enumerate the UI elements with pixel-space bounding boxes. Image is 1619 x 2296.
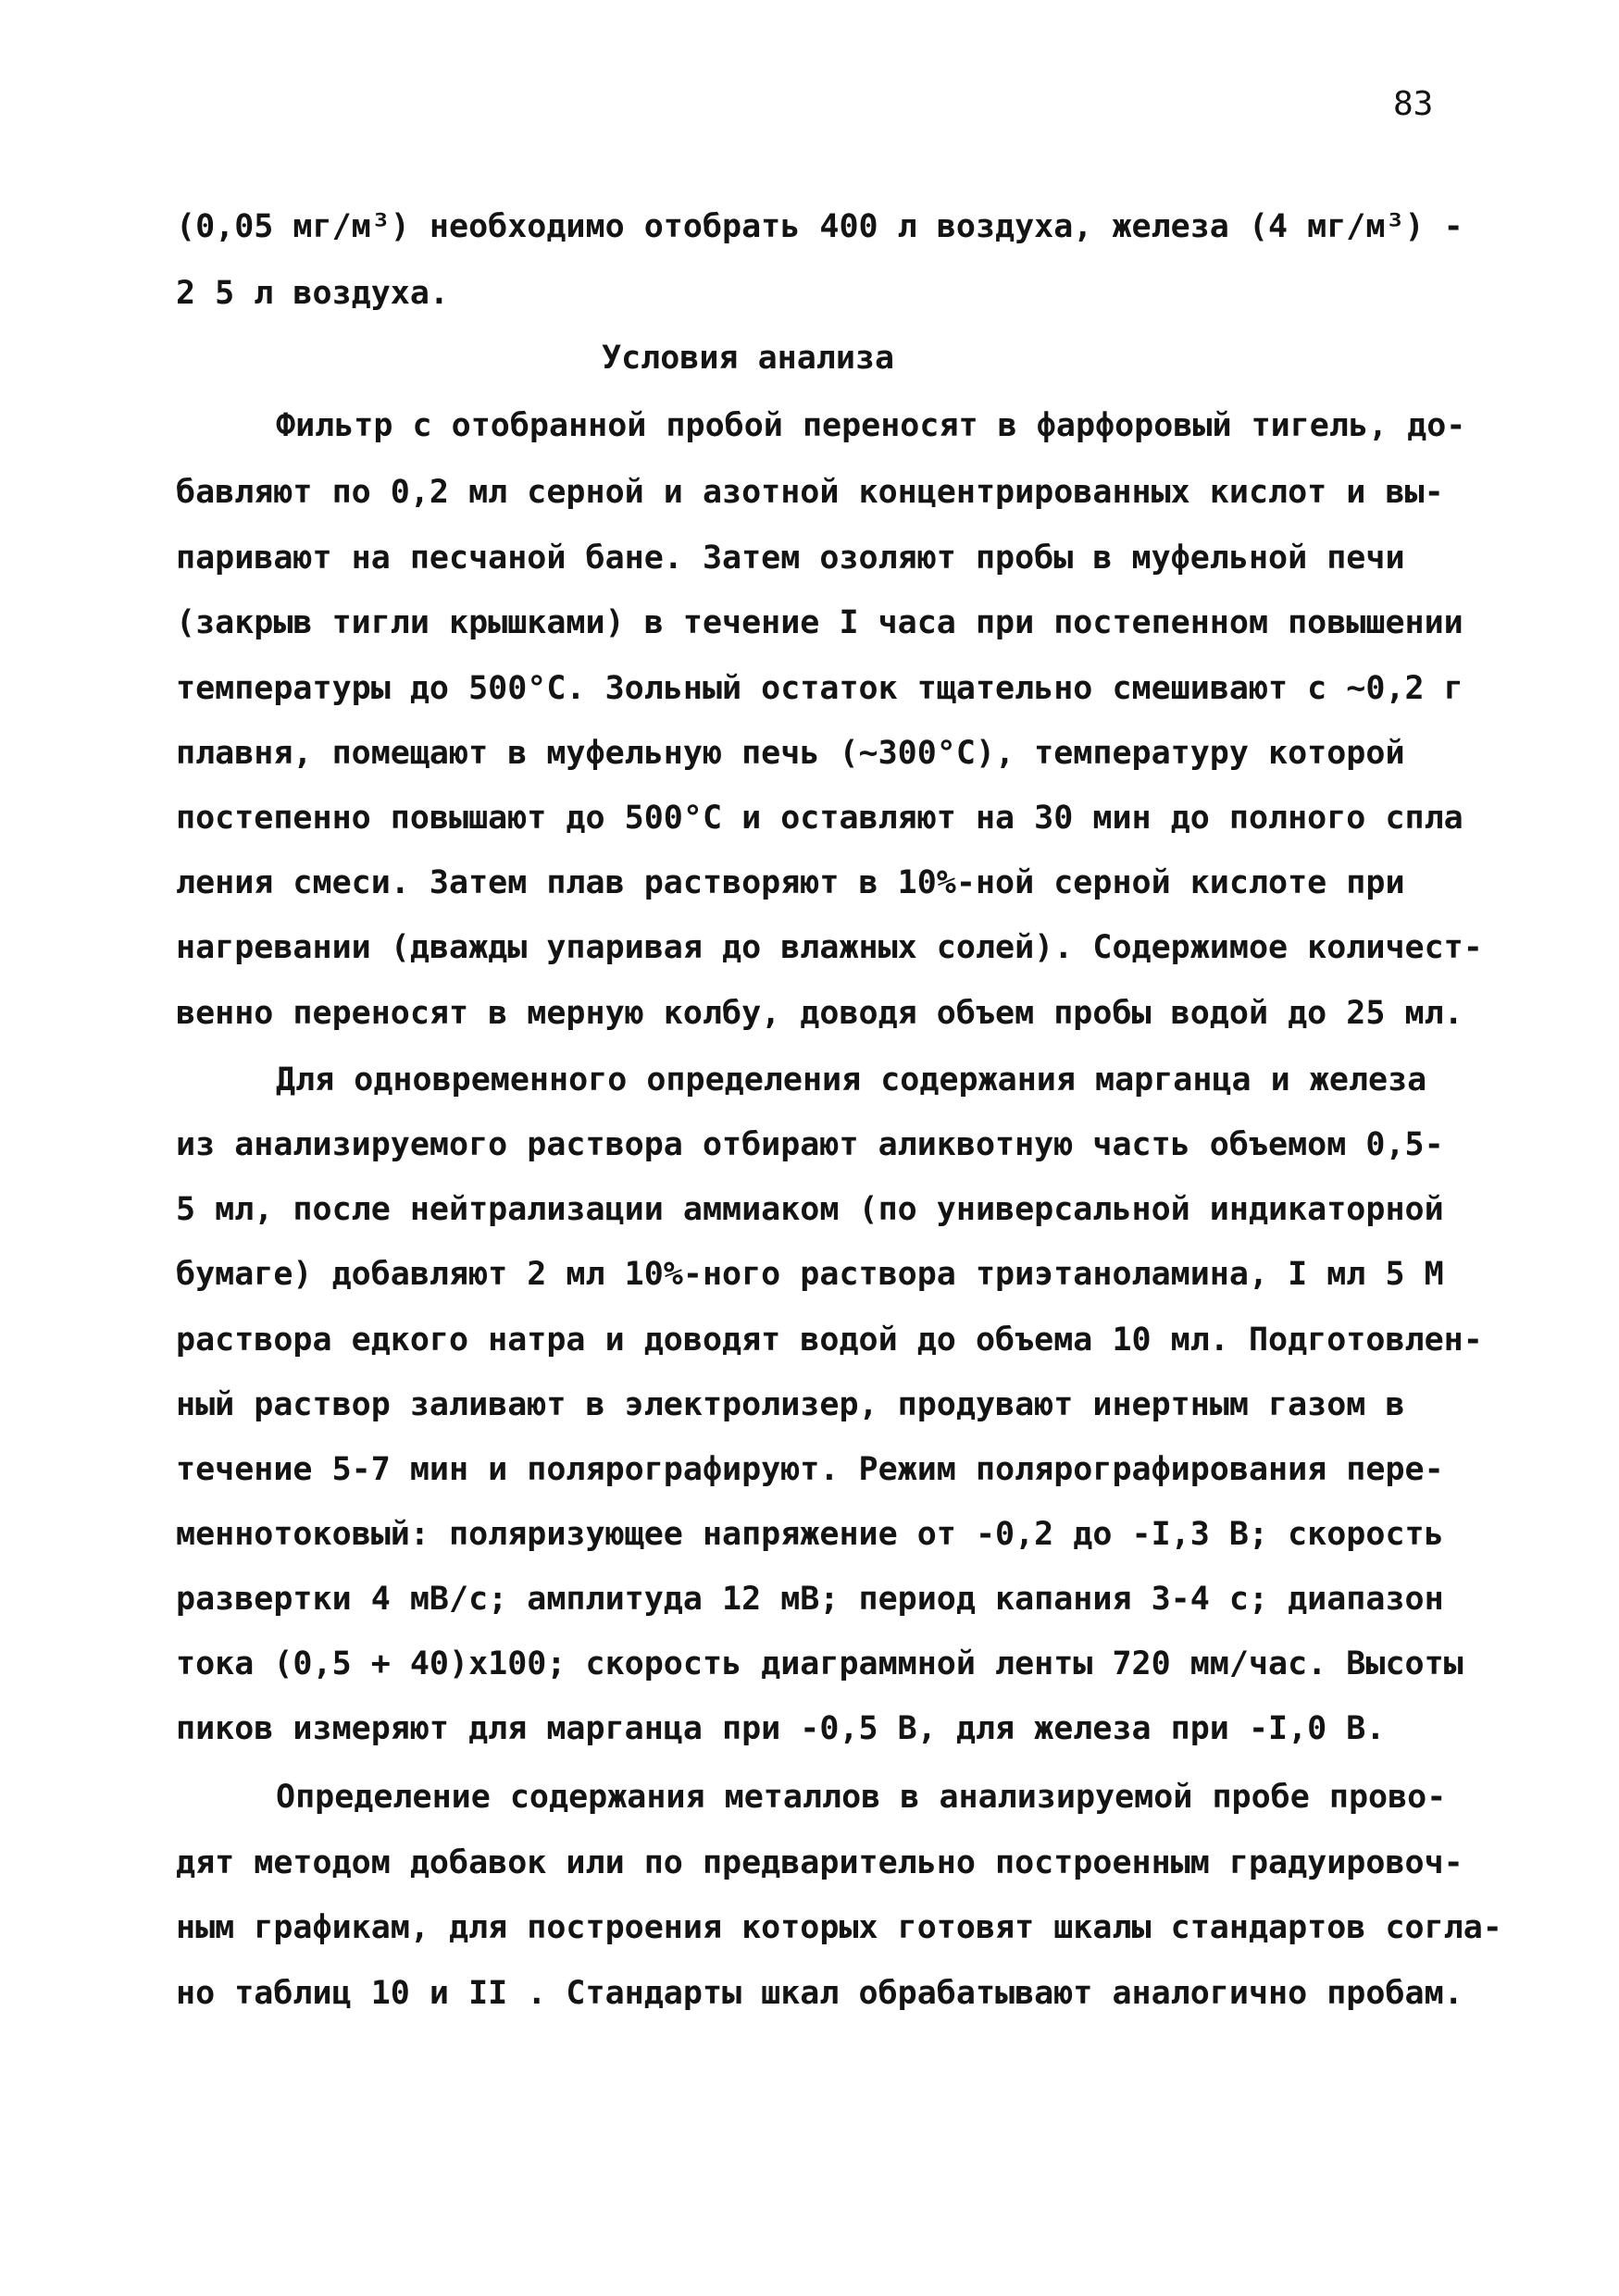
paragraph-3-line-2: дят методом добавок или по предварительно построенным градуировоч- bbox=[176, 1844, 1463, 1881]
paragraph-2-line-5: раствора едкого натра и доводят водой до объема 10 мл. Подготовлен- bbox=[176, 1322, 1483, 1359]
paragraph-3-line-1: Определение содержания металлов в анализируемой пробе прово- bbox=[276, 1779, 1447, 1816]
page-number: 83 bbox=[1393, 85, 1434, 123]
paragraph-1-line-8: ления смеси. Затем плав растворяют в 10%-ной серной кислоте при bbox=[176, 864, 1405, 901]
intro-line-1: (0,05 мг/м³) необходимо отобрать 400 л воздуха, железа (4 мг/м³) - bbox=[176, 208, 1463, 245]
paragraph-1-line-7: постепенно повышают до 500°С и оставляют на 30 мин до полного спла bbox=[176, 800, 1463, 837]
paragraph-1-line-6: плавня, помещают в муфельную печь (~300°С), температуру которой bbox=[176, 735, 1405, 772]
paragraph-2-line-7: течение 5-7 мин и полярографируют. Режим полярографирования пере- bbox=[176, 1451, 1444, 1488]
paragraph-2-line-8: меннотоковый: поляризующее напряжение от -0,2 до -I,3 В; скорость bbox=[176, 1516, 1444, 1553]
paragraph-2-line-3: 5 мл, после нейтрализации аммиаком (по универсальной индикаторной bbox=[176, 1191, 1444, 1228]
intro-line-2: 2 5 л воздуха. bbox=[176, 275, 450, 312]
paragraph-2-line-6: ный раствор заливают в электролизер, продувают инертным газом в bbox=[176, 1386, 1405, 1423]
paragraph-2-line-1: Для одновременного определения содержания марганца и железа bbox=[276, 1061, 1427, 1098]
paragraph-2-line-10: тока (0,5 + 40)х100; скорость диаграммной ленты 720 мм/час. Высоты bbox=[176, 1645, 1463, 1682]
paragraph-3-line-3: ным графикам, для построения которых готовят шкалы стандартов согла- bbox=[176, 1909, 1502, 1946]
paragraph-1-line-9: нагревании (дважды упаривая до влажных солей). Содержимое количест- bbox=[176, 929, 1483, 966]
paragraph-2-line-9: развертки 4 мВ/с; амплитуда 12 мВ; период капания 3-4 с; диапазон bbox=[176, 1581, 1444, 1618]
paragraph-1-line-3: паривают на песчаной бане. Затем озоляют пробы в муфельной печи bbox=[176, 540, 1405, 577]
paragraph-1-line-10: венно переносят в мерную колбу, доводя объем пробы водой до 25 мл. bbox=[176, 995, 1463, 1032]
paragraph-2-line-4: бумаге) добавляют 2 мл 10%-ного раствора триэтаноламина, I мл 5 М bbox=[176, 1256, 1444, 1293]
paragraph-1-line-5: температуры до 500°С. Зольный остаток тщательно смешивают с ~0,2 г bbox=[176, 670, 1463, 707]
section-heading: Условия анализа bbox=[602, 340, 895, 377]
paragraph-2-line-2: из анализируемого раствора отбирают аликвотную часть объемом 0,5- bbox=[176, 1126, 1444, 1163]
paragraph-1-line-2: бавляют по 0,2 мл серной и азотной концентрированных кислот и вы- bbox=[176, 474, 1444, 511]
paragraph-1-line-1: Фильтр с отобранной пробой переносят в фарфоровый тигель, до- bbox=[276, 407, 1466, 444]
paragraph-2-line-11: пиков измеряют для марганца при -0,5 В, для железа при -I,0 В. bbox=[176, 1710, 1386, 1747]
paragraph-3-line-4: но таблиц 10 и II . Стандарты шкал обрабатывают аналогично пробам. bbox=[176, 1975, 1463, 2012]
paragraph-1-line-4: (закрыв тигли крышками) в течение I часа при постепенном повышении bbox=[176, 604, 1463, 641]
